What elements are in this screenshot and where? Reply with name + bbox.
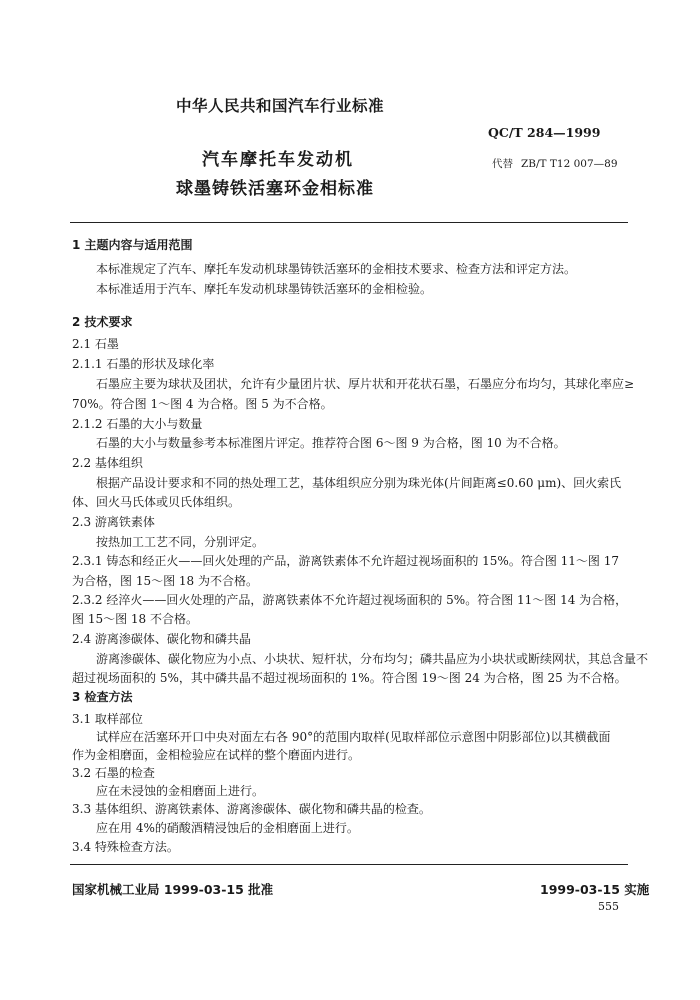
section-2-heading: 2 技术要求: [72, 315, 133, 329]
issuing-organization: 中华人民共和国汽车行业标准: [176, 97, 385, 115]
footer-divider: [70, 864, 628, 865]
clause-2-2-text-b: 体、回火马氏体或贝氏体组织。: [72, 495, 241, 509]
section-1-paragraph-2: 本标准适用于汽车、摩托车发动机球墨铸铁活塞环的金相检验。: [96, 282, 433, 296]
clause-2-3-2-text-b: 图 15～图 18 不合格。: [72, 612, 198, 626]
clause-2-1-1: 2.1.1 石墨的形状及球化率: [72, 357, 215, 371]
clause-3-3-text: 应在用 4%的硝酸酒精浸蚀后的金相磨面上进行。: [96, 821, 359, 835]
issuer-approval: 国家机械工业局 1999-03-15 批准: [72, 882, 274, 897]
clause-2-1-2-text: 石墨的大小与数量参考本标准图片评定。推荐符合图 6～图 9 为合格，图 10 为不合格。: [96, 436, 566, 450]
header-divider: [70, 222, 628, 223]
clause-2-1-1-text-b: 70%。符合图 1～图 4 为合格。图 5 为不合格。: [72, 397, 333, 411]
standard-number: QC/T 284—1999: [488, 125, 601, 140]
clause-2-3: 2.3 游离铁素体: [72, 515, 155, 529]
clause-2-4-text-b: 超过视场面积的 5%，其中磷共晶不超过视场面积的 1%。符合图 19～图 24 为合格，图 25 为不合格。: [72, 671, 627, 685]
replaces-note: [492, 156, 618, 171]
clause-2-3-text: 按热加工工艺不同，分别评定。: [96, 535, 265, 549]
clause-3-2-text: 应在未浸蚀的金相磨面上进行。: [96, 784, 265, 798]
clause-2-4-text-a: 游离渗碳体、碳化物应为小点、小块状、短杆状，分布均匀；磷共晶应为小块状或断续网状，其总含量不: [96, 652, 649, 666]
title-line-2: 球墨铸铁活塞环金相标准: [176, 179, 374, 199]
clause-3-4: 3.4 特殊检查方法。: [72, 840, 179, 854]
section-1-heading: 1 主题内容与适用范围: [72, 238, 193, 252]
replaces-value: ZB/T T12 007—89: [521, 158, 618, 170]
clause-2-1: 2.1 石墨: [72, 337, 119, 351]
section-1-paragraph-1: 本标准规定了汽车、摩托车发动机球墨铸铁活塞环的金相技术要求、检查方法和评定方法。: [96, 262, 577, 276]
clause-2-4: 2.4 游离渗碳体、碳化物和磷共晶: [72, 632, 251, 646]
effective-date: 1999-03-15 实施: [540, 882, 650, 897]
replaces-label: 代替: [492, 158, 513, 170]
clause-2-1-2: 2.1.2 石墨的大小与数量: [72, 417, 203, 431]
clause-2-2: 2.2 基体组织: [72, 456, 143, 470]
clause-3-1: 3.1 取样部位: [72, 712, 143, 726]
clause-2-2-text-a: 根据产品设计要求和不同的热处理工艺，基体组织应分别为珠光体(片间距离≤0.60 μm)、回火索氏: [96, 476, 622, 490]
clause-2-3-1-text-a: 2.3.1 铸态和经正火——回火处理的产品，游离铁素体不允许超过视场面积的 15%。符合图 11～图 17: [72, 554, 620, 568]
clause-2-3-1-text-b: 为合格，图 15～图 18 为不合格。: [72, 574, 258, 588]
clause-2-1-1-text-a: 石墨应主要为球状及团状，允许有少量团片状、厚片状和开花状石墨，石墨应分布均匀，其球化率应≥: [96, 377, 635, 391]
section-3-heading: 3 检查方法: [72, 690, 133, 704]
clause-3-3: 3.3 基体组织、游离铁素体、游离渗碳体、碳化物和磷共晶的检查。: [72, 802, 431, 816]
clause-3-1-text-a: 试样应在活塞环开口中央对面左右各 90°的范围内取样(见取样部位示意图中阴影部位)以其横截面: [96, 730, 611, 744]
clause-2-3-2-text-a: 2.3.2 经淬火——回火处理的产品，游离铁素体不允许超过视场面积的 5%。符合图 11～图 14 为合格，: [72, 593, 628, 607]
title-line-1: 汽车摩托车发动机: [202, 150, 354, 170]
page-number: 555: [598, 900, 619, 913]
clause-3-1-text-b: 作为金相磨面，金相检验应在试样的整个磨面内进行。: [72, 748, 361, 762]
clause-3-2: 3.2 石墨的检查: [72, 766, 155, 780]
